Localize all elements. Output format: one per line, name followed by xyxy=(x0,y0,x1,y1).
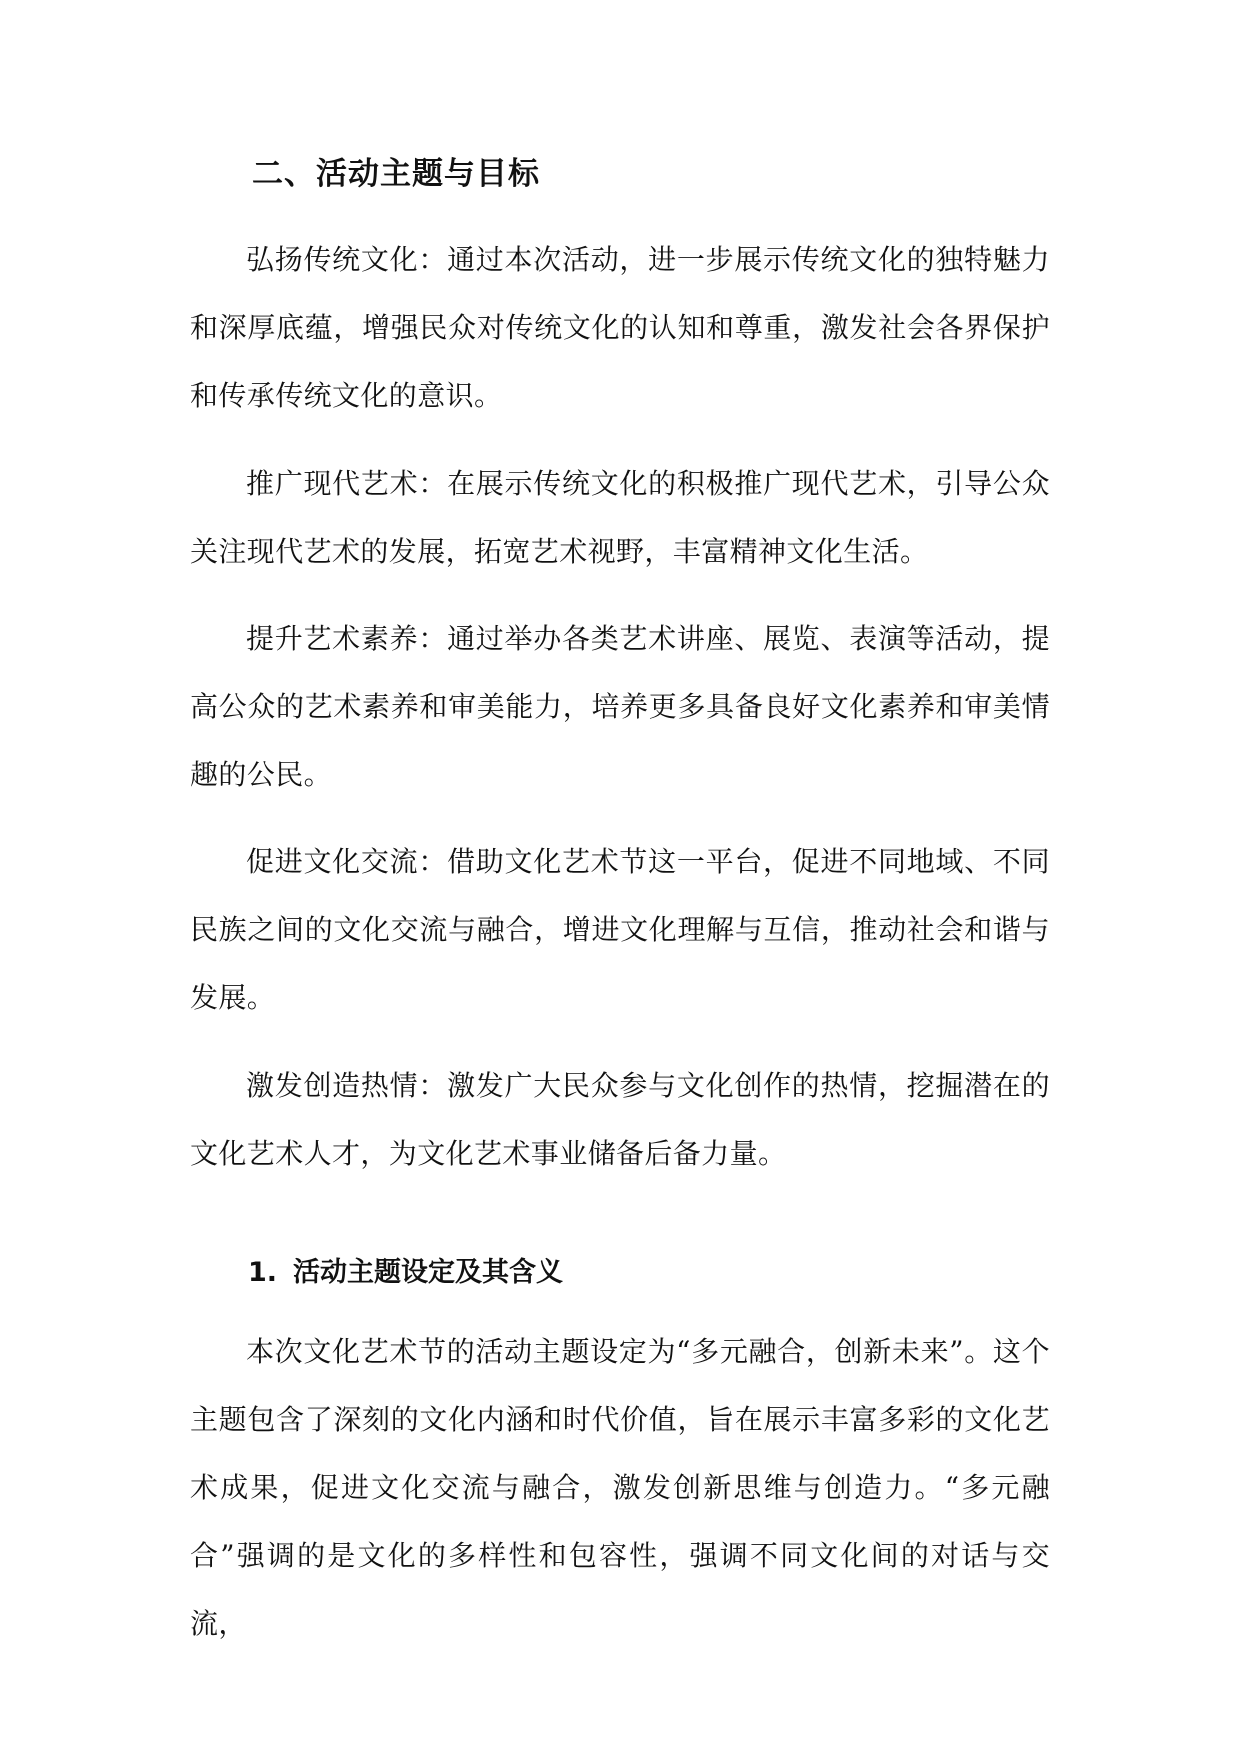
paragraph-improve-art-literacy: 提升艺术素养：通过举办各类艺术讲座、展览、表演等活动，提高公众的艺术素养和审美能力，培养更多具备良好文化素养和审美情趣的公民。 xyxy=(190,622,1050,791)
subsection-heading xyxy=(248,1250,563,1289)
paragraph-promote-traditional-culture: 弘扬传统文化：通过本次活动，进一步展示传统文化的独特魅力和深厚底蕴，增强民众对传统文化的认知和尊重，激发社会各界保护和传承传统文化的意识。 xyxy=(190,243,1050,412)
paragraph-creative-passion: 激发创造热情：激发广大民众参与文化创作的热情，挖掘潜在的文化艺术人才，为文化艺术事业储备后备力量。 xyxy=(190,1069,1050,1170)
paragraph-cultural-exchange: 促进文化交流：借助文化艺术节这一平台，促进不同地域、不同民族之间的文化交流与融合，增进文化理解与互信，推动社会和谐与发展。 xyxy=(190,845,1050,1014)
section-heading: 二、活动主题与目标 xyxy=(252,156,540,192)
subsection-title: 活动主题设定及其含义 xyxy=(293,1257,564,1288)
paragraph-theme-meaning: 本次文化艺术节的活动主题设定为“多元融合，创新未来”。这个主题包含了深刻的文化内涵和时代价值，旨在展示丰富多彩的文化艺术成果，促进文化交流与融合，激发创新思维与创造力。“多元融合”强调的是文化的多样性和包容性，强调不同文化间的对话与交流， xyxy=(190,1335,1050,1640)
paragraph-promote-modern-art: 推广现代艺术：在展示传统文化的积极推广现代艺术，引导公众关注现代艺术的发展，拓宽艺术视野，丰富精神文化生活。 xyxy=(190,467,1050,568)
subsection-number: 1. xyxy=(248,1257,278,1288)
